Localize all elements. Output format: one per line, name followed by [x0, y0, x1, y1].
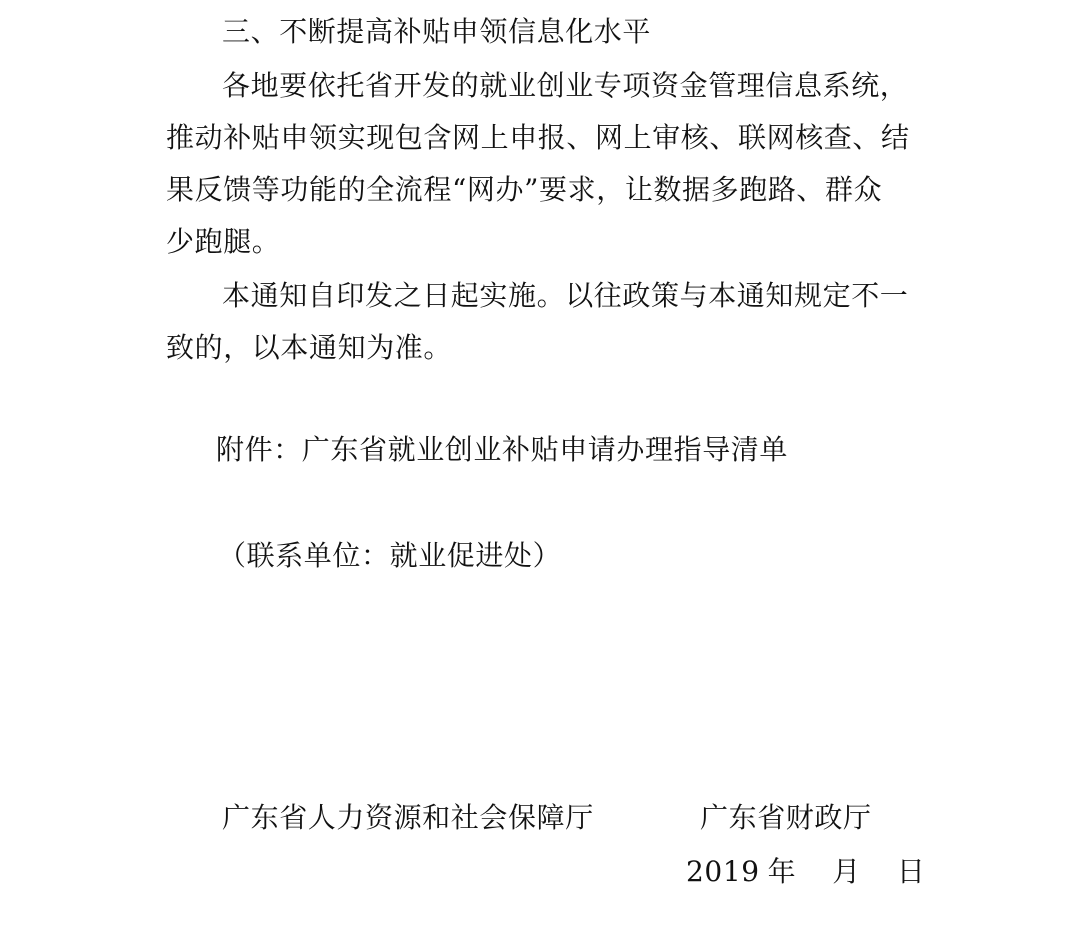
section-heading: 三、不断提高补贴申领信息化水平: [222, 15, 652, 48]
signature-org-hrss: 广东省人力资源和社会保障厅: [222, 801, 594, 834]
date-month-unit: 月: [832, 855, 861, 888]
attachment-line: 附件：广东省就业创业补贴申请办理指导清单: [216, 433, 789, 466]
date-year-unit: 年: [767, 855, 797, 888]
contact-line: （联系单位：就业促进处）: [218, 539, 562, 572]
paragraph-1-line-2: 推动补贴申领实现包含网上申报、网上审核、联网核查、结: [166, 121, 910, 154]
date-year: 2019: [686, 855, 760, 888]
paragraph-2-line-1: 本通知自印发之日起实施。以往政策与本通知规定不一: [222, 279, 909, 312]
date-line: [686, 846, 926, 898]
date-day-unit: 日: [896, 855, 926, 888]
paragraph-2-line-2: 致的，以本通知为准。: [166, 331, 453, 364]
paragraph-1-line-3: 果反馈等功能的全流程“网办”要求，让数据多跑路、群众: [166, 173, 883, 206]
paragraph-1-line-4: 少跑腿。: [166, 225, 281, 258]
signature-org-finance: 广东省财政厅: [700, 801, 872, 834]
paragraph-1-line-1: 各地要依托省开发的就业创业专项资金管理信息系统，: [222, 69, 909, 102]
